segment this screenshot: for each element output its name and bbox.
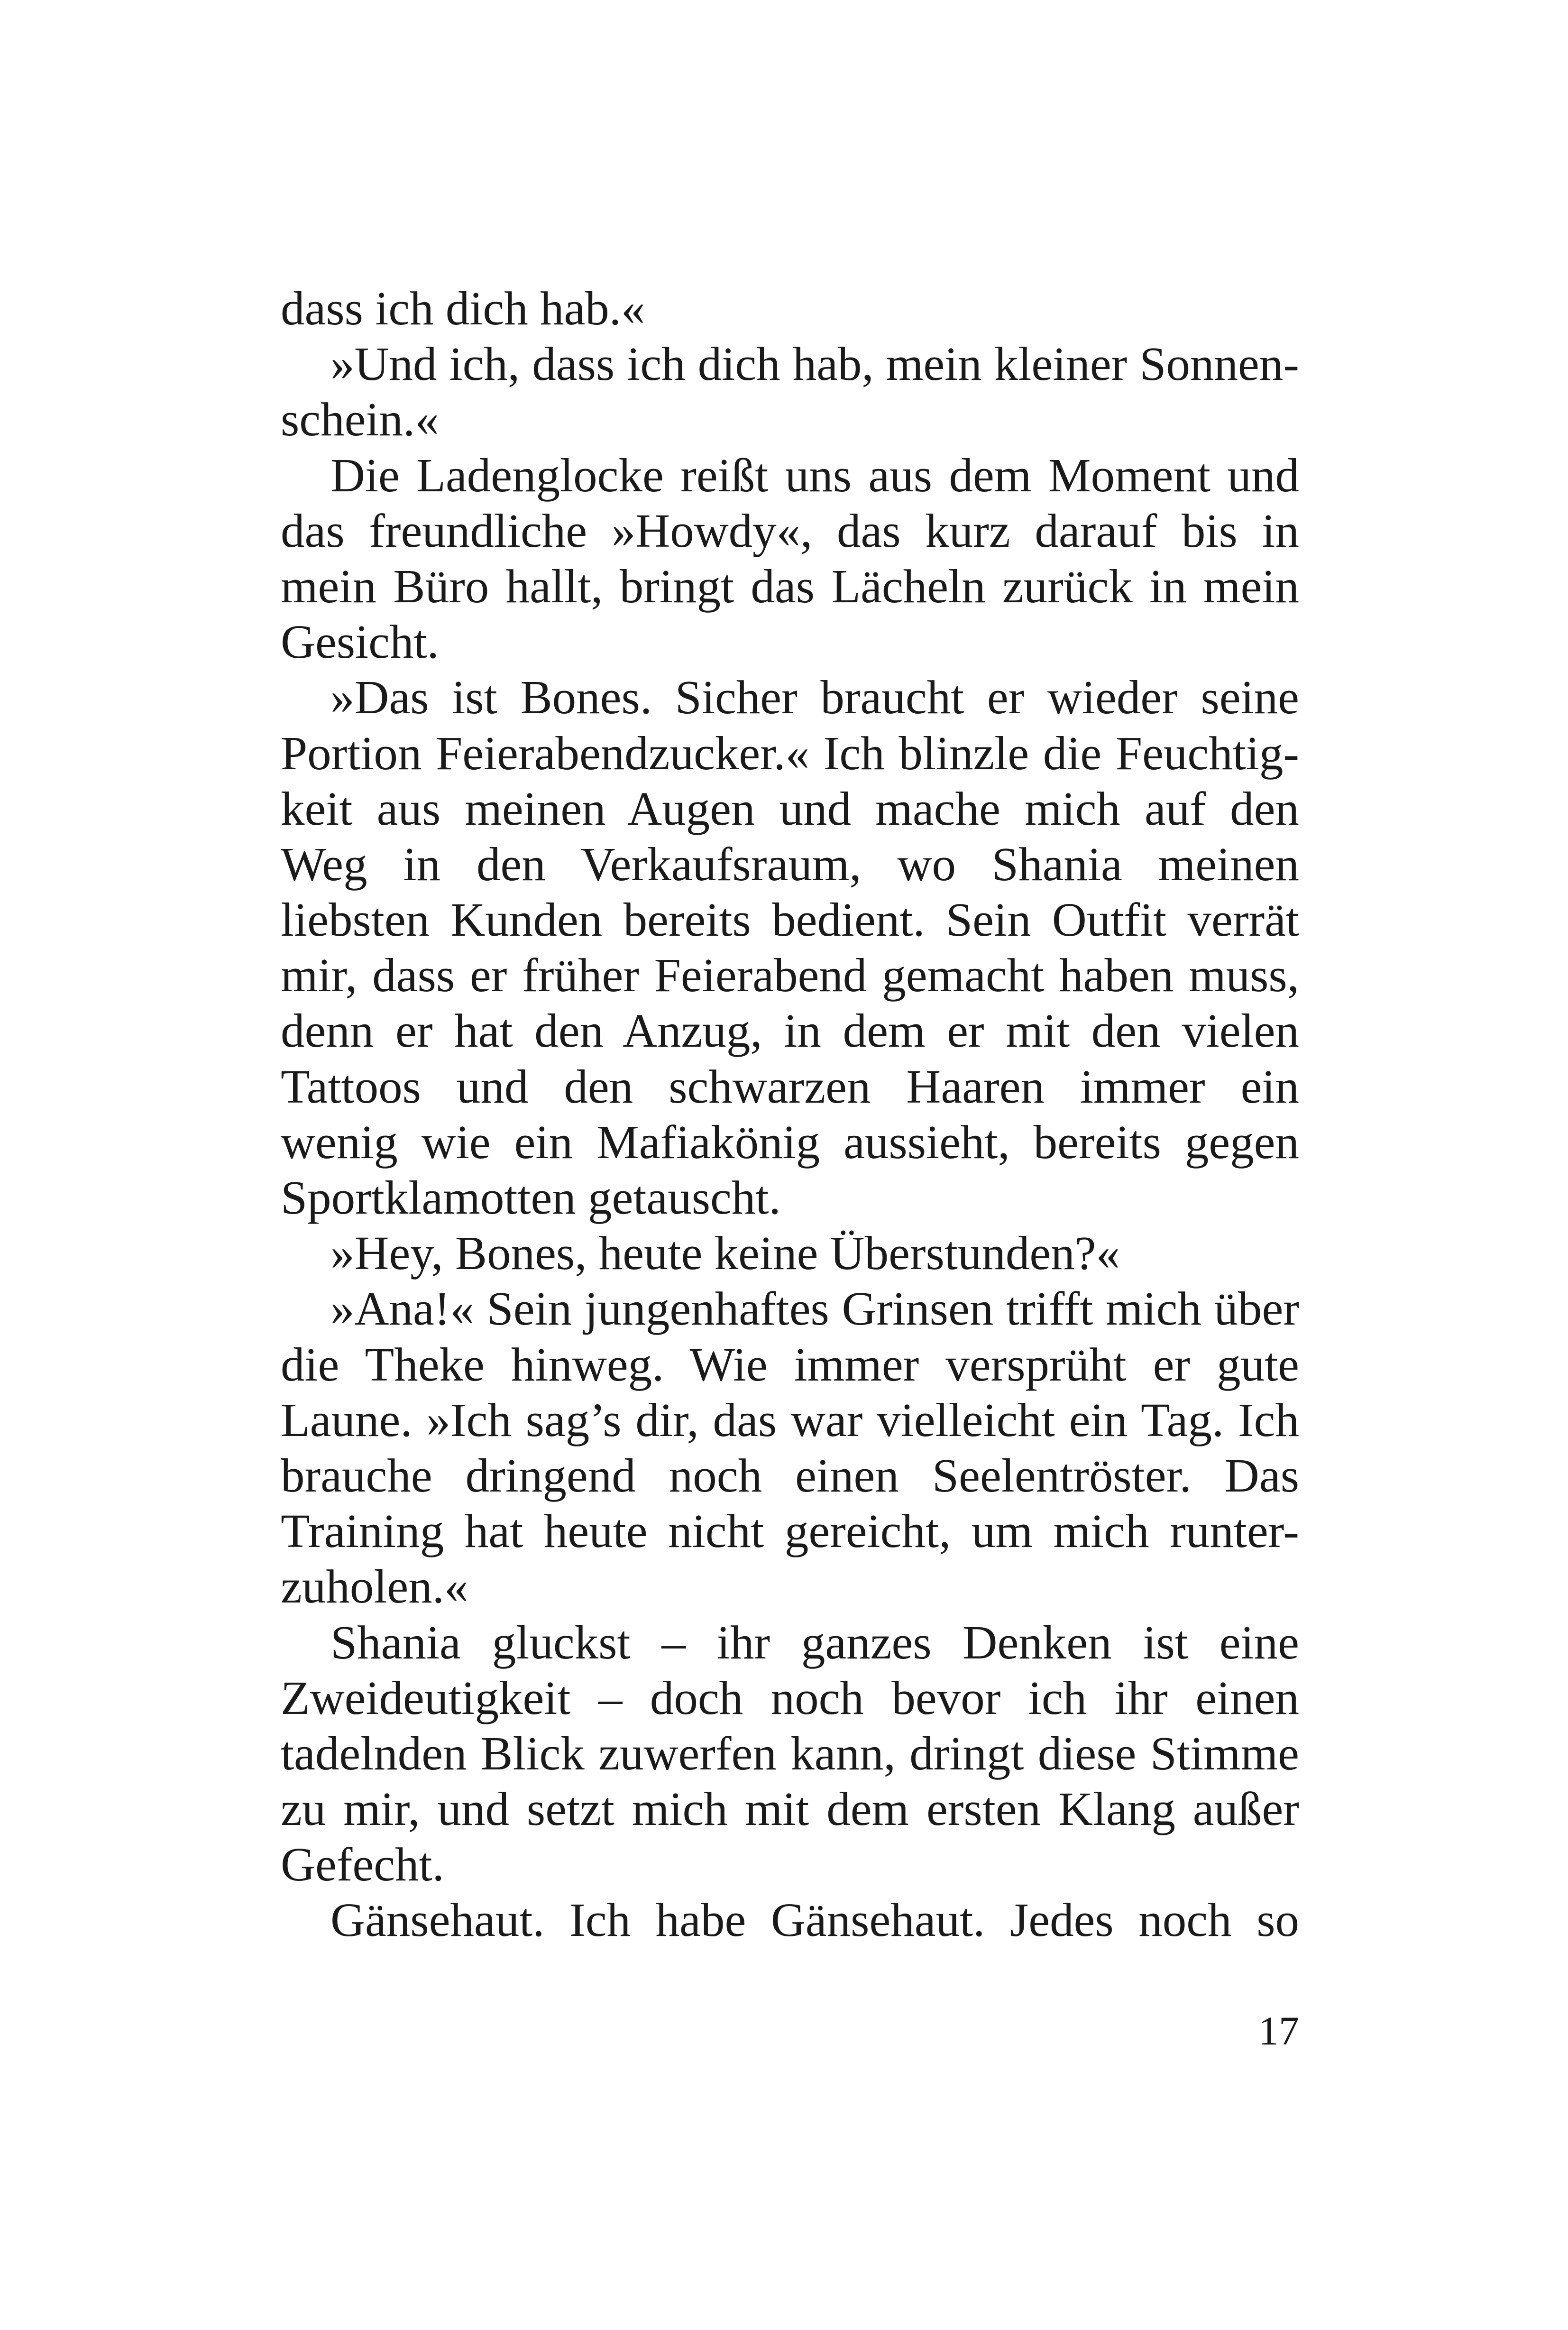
- text-line: das freundliche »Howdy«, das kurz darauf bis in: [281, 504, 1299, 557]
- text-line: zu mir, und setzt mich mit dem ersten Klang außer: [281, 1782, 1299, 1836]
- text-line: dass ich dich hab.«: [281, 282, 645, 335]
- text-line: Laune. »Ich sag’s dir, das war vielleicht ein Tag. Ich: [281, 1393, 1299, 1446]
- page-number: 17: [1258, 2008, 1299, 2054]
- text-line: liebsten Kunden bereits bedient. Sein Outfit verrät: [281, 893, 1299, 947]
- text-line: zuholen.«: [281, 1560, 468, 1613]
- text-line: Training hat heute nicht gereicht, um mich runter-: [281, 1504, 1299, 1558]
- text-line: Die Ladenglocke reißt uns aus dem Moment und: [330, 448, 1299, 502]
- text-line: wenig wie ein Mafiakönig aussieht, bereits gegen: [281, 1115, 1299, 1169]
- body-text: [281, 281, 1299, 1948]
- text-line: »Und ich, dass ich dich hab, mein kleiner Sonnen-: [330, 337, 1299, 391]
- text-line: »Ana!« Sein jungenhaftes Grinsen trifft mich über: [330, 1282, 1299, 1335]
- text-line: Gänsehaut. Ich habe Gänsehaut. Jedes noch so: [330, 1893, 1299, 1947]
- text-line: tadelnden Blick zuwerfen kann, dringt diese Stimme: [281, 1726, 1299, 1780]
- text-line: mir, dass er früher Feierabend gemacht haben muss,: [281, 949, 1299, 1002]
- text-line: Tattoos und den schwarzen Haaren immer ein: [281, 1059, 1299, 1113]
- text-line: keit aus meinen Augen und mache mich auf den: [281, 782, 1299, 835]
- text-line: Shania gluckst – ihr ganzes Denken ist eine: [330, 1615, 1299, 1669]
- text-line: die Theke hinweg. Wie immer versprüht er gute: [281, 1337, 1299, 1391]
- text-line: Weg in den Verkaufsraum, wo Shania meinen: [281, 837, 1299, 891]
- text-line: mein Büro hallt, bringt das Lächeln zurück in mein: [281, 559, 1299, 613]
- text-line: Gesicht.: [281, 615, 439, 669]
- text-line: Portion Feierabendzucker.« Ich blinzle die Feuchtig-: [281, 726, 1299, 780]
- text-line: Sportklamotten getauscht.: [281, 1171, 781, 1224]
- text-line: denn er hat den Anzug, in dem er mit den vielen: [281, 1004, 1299, 1058]
- text-line: brauche dringend noch einen Seelentröster. Das: [281, 1448, 1299, 1502]
- text-line: Gefecht.: [281, 1838, 444, 1891]
- text-line: schein.«: [281, 393, 439, 446]
- text-line: »Hey, Bones, heute keine Überstunden?«: [330, 1226, 1120, 1280]
- text-line: Zweideutigkeit – doch noch bevor ich ihr einen: [281, 1671, 1299, 1724]
- text-line: »Das ist Bones. Sicher braucht er wieder seine: [330, 671, 1299, 724]
